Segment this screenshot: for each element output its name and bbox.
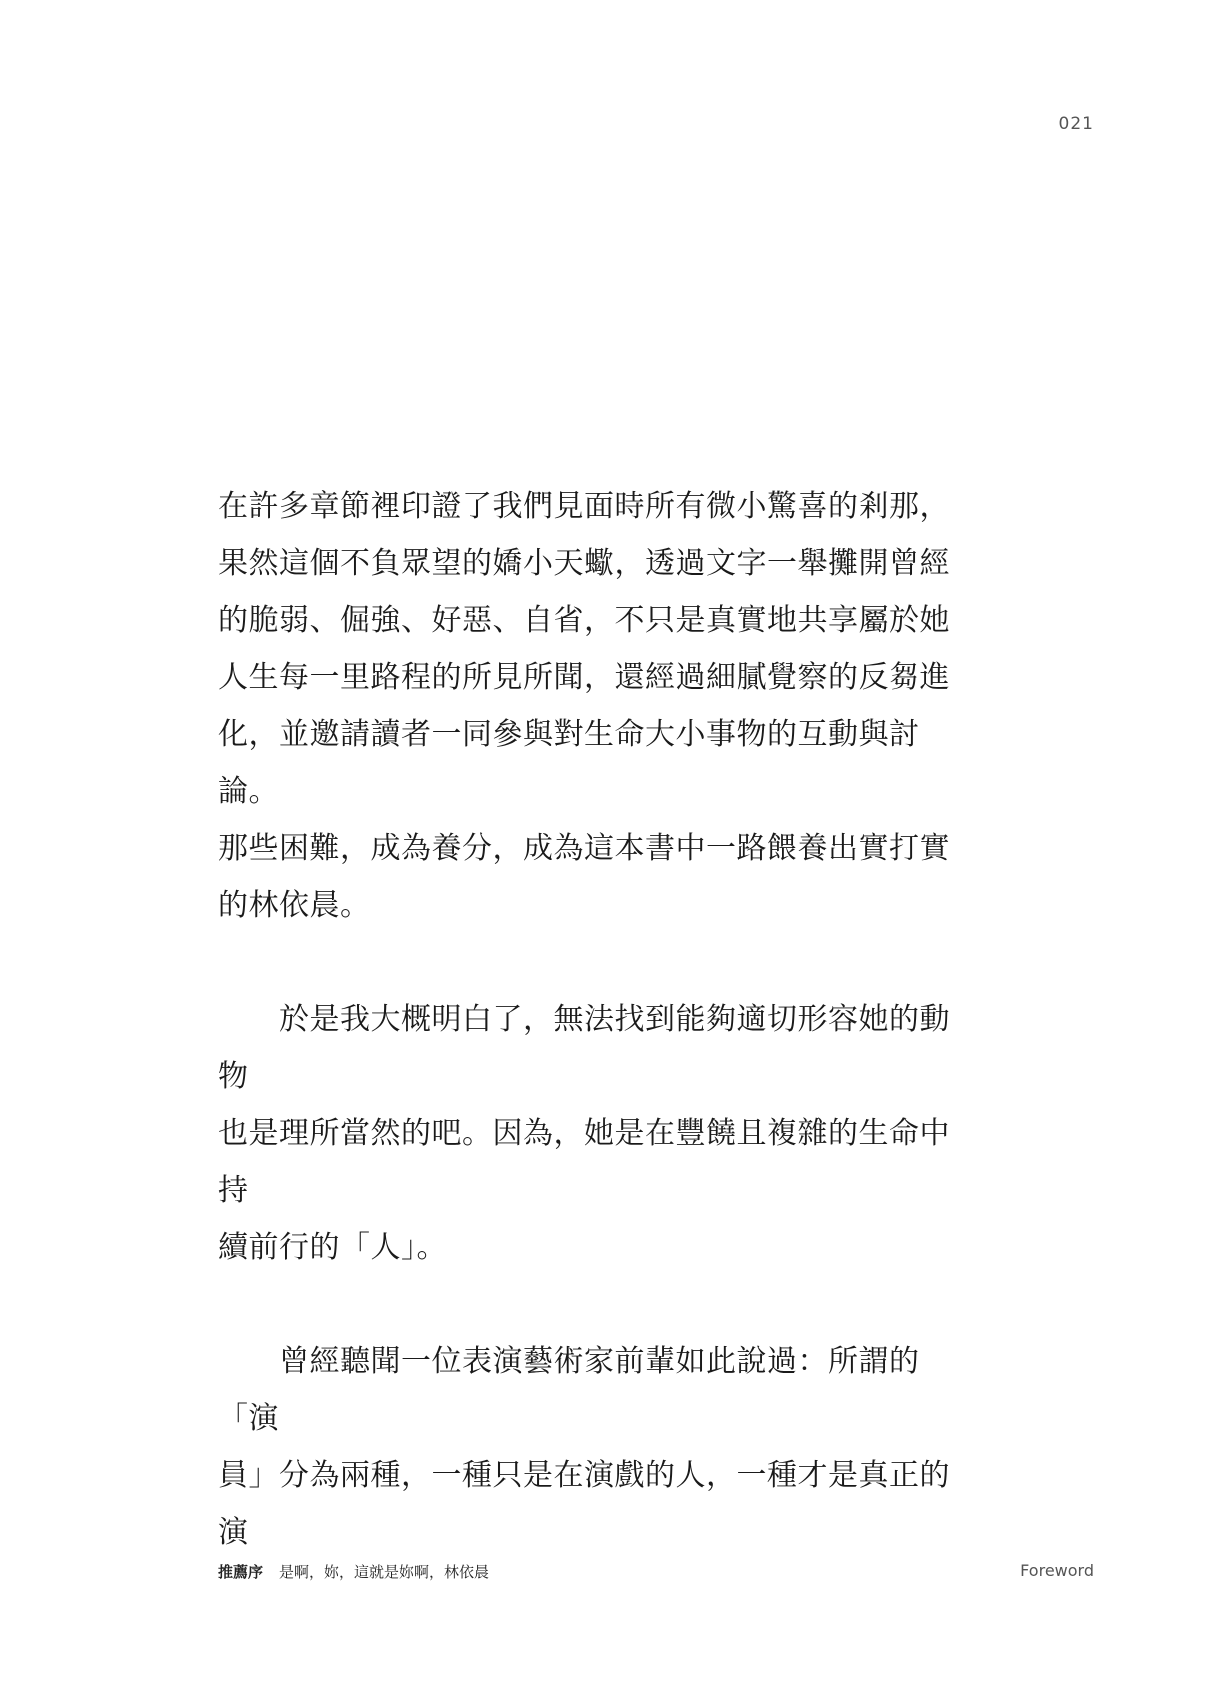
text-line: 的脆弱、倔強、好惡、自省，不只是真實地共享屬於她 xyxy=(218,603,950,638)
text-line: 於是我大概明白了，無法找到能夠適切形容她的動物 xyxy=(218,1002,950,1094)
text-line: 化，並邀請讀者一同參與對生命大小事物的互動與討論。 xyxy=(218,717,920,809)
footer-chapter-title: 是啊，妳，這就是妳啊，林依晨 xyxy=(279,1563,490,1581)
text-line: 也是理所當然的吧。因為，她是在豐饒且複雜的生命中持 xyxy=(218,1116,950,1208)
paragraph-1 xyxy=(218,478,964,934)
running-footer xyxy=(218,1561,489,1582)
footer-foreword-label: Foreword xyxy=(1020,1561,1094,1580)
paragraph-2 xyxy=(218,991,964,1276)
text-line: 果然這個不負眾望的嬌小天蠍，透過文字一舉攤開曾經 xyxy=(218,546,950,581)
text-line: 人生每一里路程的所見所聞，還經過細膩覺察的反芻進 xyxy=(218,660,950,695)
text-line: 那些困難，成為養分，成為這本書中一路餵養出實打實 xyxy=(218,831,950,866)
text-line: 續前行的「人」。 xyxy=(218,1230,447,1265)
text-line: 在許多章節裡印證了我們見面時所有微小驚喜的剎那， xyxy=(218,489,950,524)
page-number: 021 xyxy=(1058,114,1094,134)
paragraph-gap xyxy=(218,1276,964,1333)
text-line: 員」分為兩種，一種只是在演戲的人，一種才是真正的演 xyxy=(218,1458,950,1550)
paragraph-3 xyxy=(218,1333,964,1561)
paragraph-gap xyxy=(218,934,964,991)
footer-section-label: 推薦序 xyxy=(218,1563,264,1581)
text-line: 曾經聽聞一位表演藝術家前輩如此說過：所謂的「演 xyxy=(218,1344,920,1436)
body-text xyxy=(218,478,964,1561)
text-line: 的林依晨。 xyxy=(218,888,371,923)
